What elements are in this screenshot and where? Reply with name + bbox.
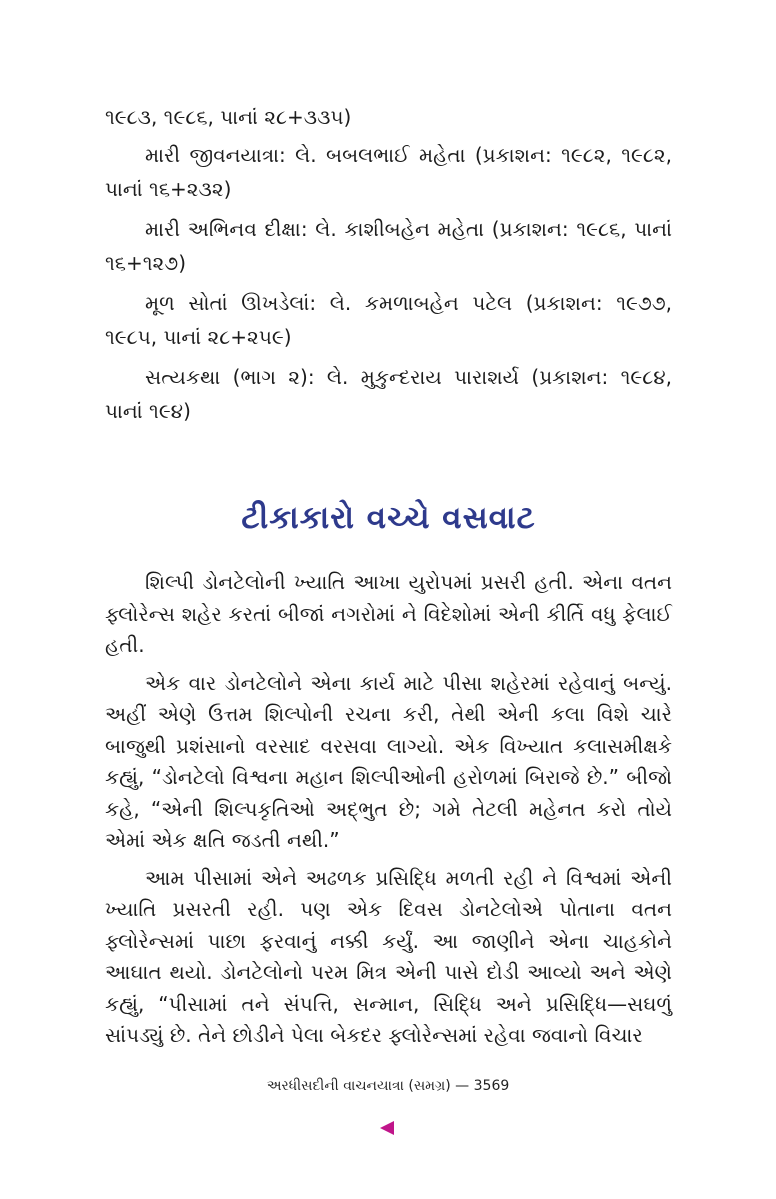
triangle-left-icon[interactable] (380, 1121, 394, 1135)
article-title: ટીકાકારો વચ્ચે વસવાટ (241, 500, 536, 536)
reference-item: મૂળ સોતાં ઊખડેલાં: લે. કમળાબહેન પટેલ (પ્રકાશન: ૧૯૭૭, ૧૯૮૫, પાનાં ૨૮+૨૫૯) (105, 291, 672, 349)
reference-item: મારી અભિનવ દીક્ષા: લે. કાશીબહેન મહેતા (પ્રકાશન: ૧૯૮૬, પાનાં ૧૬+૧૨૭) (105, 217, 672, 275)
article-paragraph: શિલ્પી ડોનટેલોની ખ્યાતિ આખા યુરોપમાં પ્રસરી હતી. એના વતન ફ્લોરેન્સ શહેર કરતાં બીજાં નગરોમાં ને વિદેશોમાં એની કીર્તિ વધુ ફેલાઈ હતી. (105, 570, 672, 657)
page-footer: અરધીસદીની વાચનયાત્રા (સમગ્ર) — 3569 (266, 1078, 510, 1094)
article-paragraph: એક વાર ડોનટેલોને એના કાર્ય માટે પીસા શહેરમાં રહેવાનું બન્યું. અહીં એણે ઉત્તમ શિલ્પોની રચના કરી, તેથી એની કલા વિશે ચારે બાજુથી પ્રશંસાનો વરસાદ વરસવા લાગ્યો. એક વિખ્યાત કલાસમીક્ષકે કહ્યું, “ડોનટેલો વિશ્વના મહાન શિલ્પીઓની હરોળમાં બિરાજે છે.” બીજો કહે, “એની શિલ્પકૃતિઓ અદ્ભુત છે; ગમે તેટલી મહેનત કરો તોયે એમાં એક ક્ષતિ જડતી નથી.” (105, 670, 672, 852)
page-content (105, 102, 672, 1058)
article-paragraph: આમ પીસામાં એને અઢળક પ્રસિદ્ધિ મળતી રહી ને વિશ્વમાં એની ખ્યાતિ પ્રસરતી રહી. પણ એક દિવસ ડોનટેલોએ પોતાના વતન ફ્લોરેન્સમાં પાછા ફરવાનું નક્કી કર્યું. આ જાણીને એના ચાહકોને આઘાત થયો. ડોનટેલોનો પરમ મિત્ર એની પાસે દોડી આવ્યો અને એણે કહ્યું, “પીસામાં તને સંપત્તિ, સન્માન, સિદ્ધિ અને પ્રસિદ્ધિ—સઘળું સાંપડ્યું છે. તેને છોડીને પેલા બેકદર ફ્લોરેન્સમાં રહેવા જવાનો વિચાર (105, 865, 672, 1047)
reference-item: સત્યકથા (ભાગ ૨): લે. મુકુન્દરાય પારાશર્ય (પ્રકાશન: ૧૯૮૪, પાનાં ૧૯૪) (105, 365, 672, 423)
reference-item: મારી જીવનયાત્રા: લે. બબલભાઈ મહેતા (પ્રકાશન: ૧૯૮૨, ૧૯૮૨, પાનાં ૧૬+૨૩૨) (105, 143, 672, 201)
reference-continuation: ૧૯૮૩, ૧૯૮૬, પાનાં ૨૮+૩૩૫) (105, 105, 352, 129)
